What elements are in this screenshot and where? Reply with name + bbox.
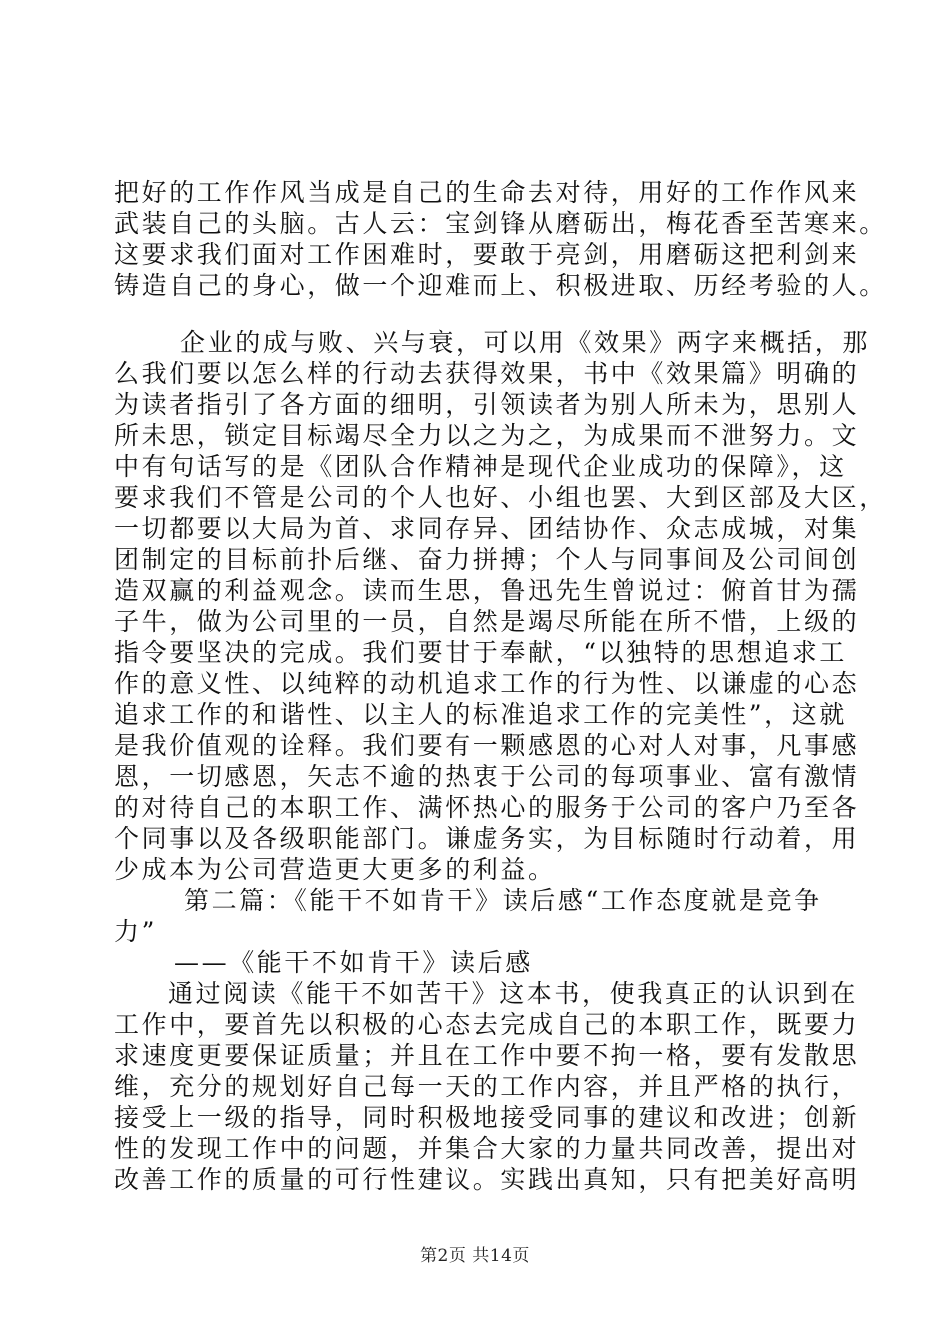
paragraph-line: 性的发现工作中的问题，并集合大家的力量共同改善，提出对 — [114, 1134, 860, 1163]
paragraph-line: 为读者指引了各方面的细明，引领读者为别人所未为，思别人 — [114, 390, 860, 419]
paragraph-line: 指令要坚决的完成。我们要甘于奉献，“以独特的思想追求工 — [114, 638, 847, 667]
paragraph-line: 个同事以及各级职能部门。谦虚务实，为目标随时行动着，用 — [114, 824, 860, 853]
paragraph-line: 作的意义性、以纯粹的动机追求工作的行为性、以谦虚的心态 — [114, 669, 860, 698]
section-title-line: 力” — [114, 917, 157, 946]
section-title — [114, 885, 844, 947]
paragraph-line: 企业的成与败、兴与衰，可以用《效果》两字来概括，那 — [180, 328, 871, 357]
paragraph-line: 追求工作的和谐性、以主人的标准追求工作的完美性”，这就 — [114, 700, 847, 729]
paragraph-line: 接受上一级的指导，同时积极地接受同事的建议和改进；创新 — [114, 1103, 860, 1132]
paragraph-line: 武装自己的头脑。古人云：宝剑锋从磨砺出，梅花香至苦寒来。 — [114, 209, 887, 238]
paragraph-line: 是我价值观的诠释。我们要有一颗感恩的心对人对事，凡事感 — [114, 731, 860, 760]
paragraph-line: 通过阅读《能干不如苦干》这本书，使我真正的认识到在 — [168, 979, 859, 1008]
paragraph-line: 中有句话写的是《团队合作精神是现代企业成功的保障》，这 — [114, 452, 847, 481]
paragraph-line: 这要求我们面对工作困难时，要敢于亮剑，用磨砺这把利剑来 — [114, 240, 860, 269]
paragraph-line: 子牛，做为公司里的一员，自然是竭尽所能在所不惜，上级的 — [114, 607, 860, 636]
paragraph-line: 所未思，锁定目标竭尽全力以之为之，为成果而不泄努力。文 — [114, 421, 860, 450]
paragraph-line: 维，充分的规划好自己每一天的工作内容，并且严格的执行， — [114, 1072, 860, 1101]
paragraph-1 — [114, 177, 887, 301]
paragraph-line: 改善工作的质量的可行性建议。实践出真知，只有把美好高明 — [114, 1165, 860, 1194]
paragraph-2 — [114, 327, 887, 885]
paragraph-line: 求速度更要保证质量；并且在工作中要不拘一格，要有发散思 — [114, 1041, 860, 1070]
paragraph-line: 铸造自己的身心，做一个迎难而上、积极进取、历经考验的人。 — [114, 271, 887, 300]
paragraph-line: 把好的工作作风当成是自己的生命去对待，用好的工作作风来 — [114, 178, 860, 207]
paragraph-line: 少成本为公司营造更大更多的利益。 — [114, 855, 556, 884]
paragraph-line: 造双赢的利益观念。读而生思，鲁迅先生曾说过：俯首甘为孺 — [114, 576, 860, 605]
paragraph-line: 工作中，要首先以积极的心态去完成自己的本职工作，既要力 — [114, 1010, 860, 1039]
subtitle: ——《能干不如肯干》读后感 — [174, 948, 533, 977]
paragraph-line: 么我们要以怎么样的行动去获得效果，书中《效果篇》明确的 — [114, 359, 860, 388]
page-footer: 第2页 共14页 — [420, 1246, 530, 1266]
paragraph-line: 团制定的目标前扑后继、奋力拼搏；个人与同事间及公司间创 — [114, 545, 860, 574]
paragraph-line: 的对待自己的本职工作、满怀热心的服务于公司的客户乃至各 — [114, 793, 860, 822]
section-title-line: 第二篇：《能干不如肯干》读后感“工作态度就是竞争 — [184, 886, 822, 915]
paragraph-line: 要求我们不管是公司的个人也好、小组也罢、大到区部及大区， — [114, 483, 887, 512]
paragraph-line: 恩，一切感恩，矢志不逾的热衷于公司的每项事业、富有激情 — [114, 762, 860, 791]
main-text-block — [114, 327, 887, 1195]
paragraph-line: 一切都要以大局为首、求同存异、团结协作、众志成城，对集 — [114, 514, 860, 543]
paragraph-3 — [114, 978, 860, 1195]
